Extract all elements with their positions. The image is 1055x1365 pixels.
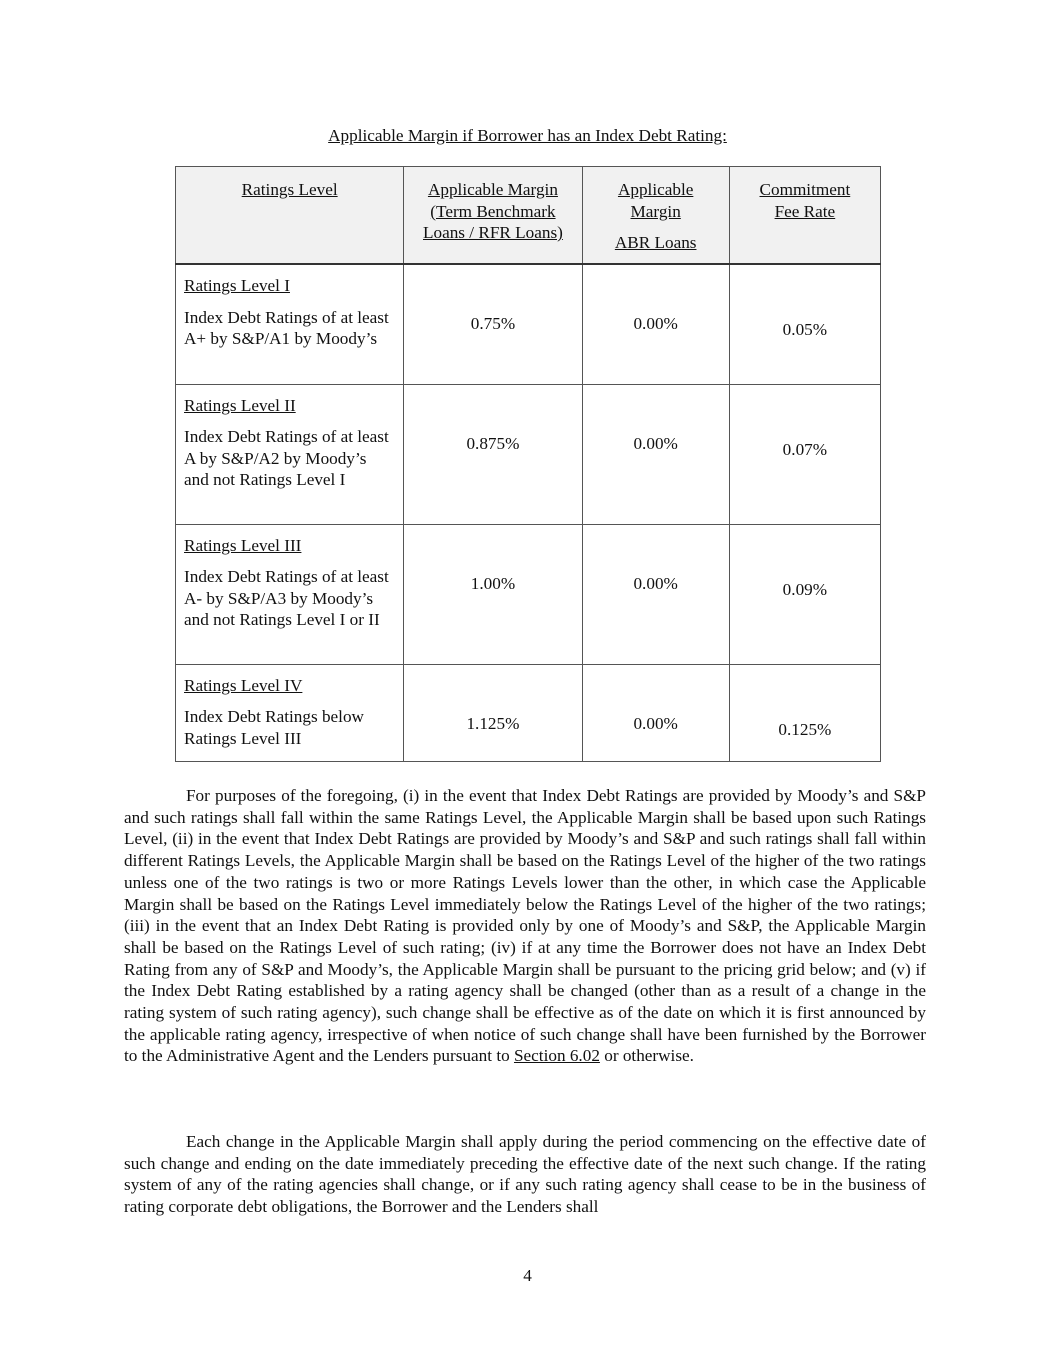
fee-rate-cell: 0.125% xyxy=(729,664,880,761)
ratings-level-description: Index Debt Ratings of at least A+ by S&P/A1 by Moody’s xyxy=(184,307,389,348)
table-heading: Applicable Margin if Borrower has an Index Debt Rating: xyxy=(328,126,727,145)
section-reference-link: Section 6.02 xyxy=(513,1046,600,1066)
table-row xyxy=(176,664,881,761)
applicable-margin-table xyxy=(175,166,881,762)
ratings-level-description: Index Debt Ratings of at least A by S&P/A2 by Moody’s and not Ratings Level I xyxy=(184,427,389,489)
header-term-margin: Applicable Margin (Term Benchmark Loans / RFR Loans) xyxy=(404,167,582,265)
ratings-level-cell xyxy=(176,384,404,524)
ratings-level-description: Index Debt Ratings of at least A- by S&P/A3 by Moody’s and not Ratings Level I or II xyxy=(184,567,389,629)
ratings-level-cell xyxy=(176,264,404,384)
abr-margin-cell: 0.00% xyxy=(582,524,729,664)
abr-margin-cell: 0.00% xyxy=(582,664,729,761)
term-margin-cell: 1.00% xyxy=(404,524,582,664)
ratings-level-title: Ratings Level IV xyxy=(184,675,303,695)
table-row xyxy=(176,264,881,384)
term-margin-cell: 0.75% xyxy=(404,264,582,384)
header-ratings-level: Ratings Level xyxy=(176,167,404,265)
fee-rate-cell: 0.05% xyxy=(729,264,880,384)
header-commitment-fee: Commitment Fee Rate xyxy=(729,167,880,265)
ratings-level-cell xyxy=(176,664,404,761)
term-margin-cell: 1.125% xyxy=(404,664,582,761)
ratings-level-description: Index Debt Ratings below Ratings Level III xyxy=(184,707,364,748)
term-margin-cell: 0.875% xyxy=(404,384,582,524)
body-paragraph: For purposes of the foregoing, (i) in the event that Index Debt Ratings are provided by Moody’s and S&P and such ratings shall fall within the same Ratings Level, the Applicable Margin shall be based upon such Ratings Level, (ii) in the event that Index Debt Ratings are provided by Moody’s and S&P and such ratings shall fall within different Ratings Levels, the Applicable Margin shall be based on the Ratings Level of the higher of the two ratings unless one of the two ratings is two or more Ratings Levels lower than the other, in which case the Applicable Margin shall be based on the Ratings Level immediately below the Ratings Level of the higher of the two ratings; (iii) in the event that an Index Debt Rating is provided only by one of Moody’s and S&P, the Applicable Margin shall be based on the Ratings Level of such rating; (iv) if at any time the Borrower does not have an Index Debt Rating from any of S&P and Moody’s, the Applicable Margin shall be pursuant to the pricing grid below; and (v) if the Index Debt Rating established by a rating agency shall be changed (other than as a result of a change in the rating system of such rating agency), such change shall be effective as of the date on which it is first announced by the applicable rating agency, irrespective of when notice of such change shall have been furnished by the Borrower to the Administrative Agent and the Lenders pursuant to Section 6.02 or otherwise. xyxy=(124,786,926,1066)
header-abr-margin: Applicable Margin ABR Loans xyxy=(582,167,729,265)
fee-rate-cell: 0.07% xyxy=(729,384,880,524)
abr-margin-cell: 0.00% xyxy=(582,384,729,524)
ratings-level-title: Ratings Level I xyxy=(184,276,290,295)
table-header-row xyxy=(176,167,881,265)
abr-margin-cell: 0.00% xyxy=(582,264,729,384)
ratings-level-title: Ratings Level III xyxy=(184,535,302,555)
table-row xyxy=(176,524,881,664)
fee-rate-cell: 0.09% xyxy=(729,524,880,664)
table-row xyxy=(176,384,881,524)
ratings-level-cell xyxy=(176,524,404,664)
body-paragraph: Each change in the Applicable Margin shall apply during the period commencing on the effective date of such change and ending on the date immediately preceding the effective date of the next such change. If the rating system of any of the rating agencies shall change, or if any such rating agency shall cease to be in the business of rating corporate debt obligations, the Borrower and the Lenders shall xyxy=(124,1132,926,1217)
page-number: 4 xyxy=(523,1266,532,1285)
ratings-level-title: Ratings Level II xyxy=(184,395,296,415)
